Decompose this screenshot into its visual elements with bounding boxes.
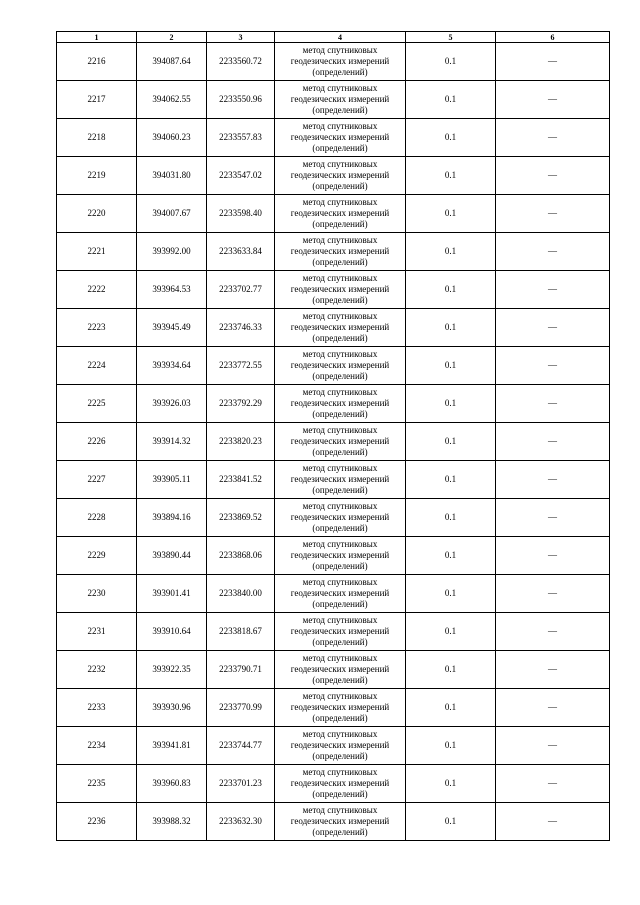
table-row (57, 347, 610, 385)
point-number-cell: 2231 (57, 613, 137, 651)
x-coordinate-cell: 393894.16 (137, 499, 207, 537)
method-line: (определений) (312, 447, 368, 457)
table-row (57, 803, 610, 841)
point-number-cell: 2232 (57, 651, 137, 689)
method-line: (определений) (312, 371, 368, 381)
method-cell (275, 157, 406, 195)
accuracy-cell: 0.1 (406, 689, 496, 727)
method-line: геодезических измерений (290, 246, 390, 256)
method-line: геодезических измерений (290, 778, 390, 788)
x-coordinate-cell: 393960.83 (137, 765, 207, 803)
point-number-cell: 2236 (57, 803, 137, 841)
point-number-cell: 2220 (57, 195, 137, 233)
method-line: метод спутниковых (302, 273, 378, 283)
method-cell (275, 43, 406, 81)
x-coordinate-cell: 393930.96 (137, 689, 207, 727)
table-row (57, 651, 610, 689)
method-cell (275, 119, 406, 157)
method-line: метод спутниковых (302, 577, 378, 587)
x-coordinate-cell: 393910.64 (137, 613, 207, 651)
method-cell (275, 727, 406, 765)
accuracy-cell: 0.1 (406, 385, 496, 423)
method-line: метод спутниковых (302, 729, 378, 739)
accuracy-cell: 0.1 (406, 81, 496, 119)
method-line: метод спутниковых (302, 805, 378, 815)
x-coordinate-cell: 394060.23 (137, 119, 207, 157)
table-row (57, 309, 610, 347)
note-cell: — (496, 81, 610, 119)
note-cell: — (496, 309, 610, 347)
header-row (57, 32, 610, 43)
point-number-cell: 2223 (57, 309, 137, 347)
method-line: (определений) (312, 181, 368, 191)
y-coordinate-cell: 2233868.06 (207, 537, 275, 575)
accuracy-cell: 0.1 (406, 233, 496, 271)
point-number-cell: 2234 (57, 727, 137, 765)
method-line: (определений) (312, 295, 368, 305)
method-line: (определений) (312, 561, 368, 571)
accuracy-cell: 0.1 (406, 803, 496, 841)
x-coordinate-cell: 393988.32 (137, 803, 207, 841)
x-coordinate-cell: 393992.00 (137, 233, 207, 271)
note-cell: — (496, 43, 610, 81)
accuracy-cell: 0.1 (406, 157, 496, 195)
point-number-cell: 2226 (57, 423, 137, 461)
point-number-cell: 2229 (57, 537, 137, 575)
method-line: метод спутниковых (302, 311, 378, 321)
method-line: геодезических измерений (290, 816, 390, 826)
table-row (57, 119, 610, 157)
method-line: (определений) (312, 789, 368, 799)
method-line: метод спутниковых (302, 235, 378, 245)
note-cell: — (496, 803, 610, 841)
x-coordinate-cell: 394031.80 (137, 157, 207, 195)
note-cell: — (496, 347, 610, 385)
method-line: метод спутниковых (302, 767, 378, 777)
point-number-cell: 2221 (57, 233, 137, 271)
x-coordinate-cell: 394087.64 (137, 43, 207, 81)
accuracy-cell: 0.1 (406, 43, 496, 81)
header-cell: 3 (207, 32, 275, 43)
point-number-cell: 2222 (57, 271, 137, 309)
point-number-cell: 2225 (57, 385, 137, 423)
point-number-cell: 2228 (57, 499, 137, 537)
note-cell: — (496, 385, 610, 423)
accuracy-cell: 0.1 (406, 423, 496, 461)
note-cell: — (496, 233, 610, 271)
method-line: метод спутниковых (302, 463, 378, 473)
y-coordinate-cell: 2233702.77 (207, 271, 275, 309)
note-cell: — (496, 613, 610, 651)
note-cell: — (496, 157, 610, 195)
note-cell: — (496, 689, 610, 727)
accuracy-cell: 0.1 (406, 575, 496, 613)
method-line: (определений) (312, 105, 368, 115)
coordinates-table (56, 31, 610, 841)
method-line: метод спутниковых (302, 501, 378, 511)
x-coordinate-cell: 394007.67 (137, 195, 207, 233)
method-line: метод спутниковых (302, 387, 378, 397)
accuracy-cell: 0.1 (406, 613, 496, 651)
y-coordinate-cell: 2233550.96 (207, 81, 275, 119)
point-number-cell: 2227 (57, 461, 137, 499)
header-cell: 5 (406, 32, 496, 43)
note-cell: — (496, 651, 610, 689)
method-line: (определений) (312, 257, 368, 267)
method-line: геодезических измерений (290, 398, 390, 408)
y-coordinate-cell: 2233633.84 (207, 233, 275, 271)
method-cell (275, 765, 406, 803)
method-line: (определений) (312, 485, 368, 495)
note-cell: — (496, 575, 610, 613)
accuracy-cell: 0.1 (406, 271, 496, 309)
note-cell: — (496, 537, 610, 575)
table-row (57, 233, 610, 271)
y-coordinate-cell: 2233772.55 (207, 347, 275, 385)
accuracy-cell: 0.1 (406, 309, 496, 347)
method-cell (275, 385, 406, 423)
x-coordinate-cell: 393901.41 (137, 575, 207, 613)
method-cell (275, 195, 406, 233)
note-cell: — (496, 271, 610, 309)
table-row (57, 537, 610, 575)
method-line: геодезических измерений (290, 208, 390, 218)
header-cell: 4 (275, 32, 406, 43)
method-cell (275, 613, 406, 651)
note-cell: — (496, 423, 610, 461)
method-cell (275, 309, 406, 347)
point-number-cell: 2218 (57, 119, 137, 157)
table-row (57, 423, 610, 461)
method-line: геодезических измерений (290, 170, 390, 180)
table-row (57, 765, 610, 803)
method-line: (определений) (312, 751, 368, 761)
method-line: (определений) (312, 827, 368, 837)
point-number-cell: 2219 (57, 157, 137, 195)
accuracy-cell: 0.1 (406, 119, 496, 157)
y-coordinate-cell: 2233841.52 (207, 461, 275, 499)
table-row (57, 157, 610, 195)
accuracy-cell: 0.1 (406, 765, 496, 803)
method-line: метод спутниковых (302, 159, 378, 169)
method-line: геодезических измерений (290, 322, 390, 332)
method-cell (275, 499, 406, 537)
table-row (57, 43, 610, 81)
method-cell (275, 537, 406, 575)
point-number-cell: 2217 (57, 81, 137, 119)
y-coordinate-cell: 2233820.23 (207, 423, 275, 461)
method-cell (275, 689, 406, 727)
accuracy-cell: 0.1 (406, 461, 496, 499)
note-cell: — (496, 119, 610, 157)
method-line: (определений) (312, 409, 368, 419)
y-coordinate-cell: 2233818.67 (207, 613, 275, 651)
note-cell: — (496, 499, 610, 537)
method-line: геодезических измерений (290, 94, 390, 104)
note-cell: — (496, 727, 610, 765)
accuracy-cell: 0.1 (406, 537, 496, 575)
table-row (57, 499, 610, 537)
method-cell (275, 575, 406, 613)
method-line: метод спутниковых (302, 349, 378, 359)
method-cell (275, 461, 406, 499)
method-line: геодезических измерений (290, 550, 390, 560)
method-line: геодезических измерений (290, 664, 390, 674)
method-line: метод спутниковых (302, 197, 378, 207)
x-coordinate-cell: 393926.03 (137, 385, 207, 423)
method-line: геодезических измерений (290, 360, 390, 370)
method-line: геодезических измерений (290, 588, 390, 598)
x-coordinate-cell: 393905.11 (137, 461, 207, 499)
note-cell: — (496, 461, 610, 499)
table-row (57, 461, 610, 499)
method-line: (определений) (312, 219, 368, 229)
y-coordinate-cell: 2233869.52 (207, 499, 275, 537)
accuracy-cell: 0.1 (406, 651, 496, 689)
y-coordinate-cell: 2233632.30 (207, 803, 275, 841)
note-cell: — (496, 195, 610, 233)
method-line: (определений) (312, 599, 368, 609)
x-coordinate-cell: 393964.53 (137, 271, 207, 309)
method-cell (275, 651, 406, 689)
y-coordinate-cell: 2233792.29 (207, 385, 275, 423)
note-cell: — (496, 765, 610, 803)
method-line: метод спутниковых (302, 615, 378, 625)
method-line: геодезических измерений (290, 132, 390, 142)
table-body (57, 43, 610, 841)
point-number-cell: 2230 (57, 575, 137, 613)
table-row (57, 613, 610, 651)
table-row (57, 385, 610, 423)
y-coordinate-cell: 2233560.72 (207, 43, 275, 81)
method-line: метод спутниковых (302, 539, 378, 549)
y-coordinate-cell: 2233557.83 (207, 119, 275, 157)
table-row (57, 575, 610, 613)
header-cell: 1 (57, 32, 137, 43)
method-line: (определений) (312, 523, 368, 533)
method-line: метод спутниковых (302, 425, 378, 435)
table-row (57, 727, 610, 765)
y-coordinate-cell: 2233770.99 (207, 689, 275, 727)
method-line: метод спутниковых (302, 45, 378, 55)
x-coordinate-cell: 393922.35 (137, 651, 207, 689)
x-coordinate-cell: 393934.64 (137, 347, 207, 385)
accuracy-cell: 0.1 (406, 347, 496, 385)
point-number-cell: 2235 (57, 765, 137, 803)
method-line: геодезических измерений (290, 436, 390, 446)
method-cell (275, 803, 406, 841)
table-row (57, 195, 610, 233)
x-coordinate-cell: 393890.44 (137, 537, 207, 575)
header-cell: 2 (137, 32, 207, 43)
table-row (57, 81, 610, 119)
accuracy-cell: 0.1 (406, 499, 496, 537)
y-coordinate-cell: 2233746.33 (207, 309, 275, 347)
y-coordinate-cell: 2233790.71 (207, 651, 275, 689)
point-number-cell: 2216 (57, 43, 137, 81)
x-coordinate-cell: 393945.49 (137, 309, 207, 347)
x-coordinate-cell: 393941.81 (137, 727, 207, 765)
method-line: метод спутниковых (302, 653, 378, 663)
method-cell (275, 271, 406, 309)
method-line: (определений) (312, 333, 368, 343)
accuracy-cell: 0.1 (406, 195, 496, 233)
x-coordinate-cell: 393914.32 (137, 423, 207, 461)
method-cell (275, 233, 406, 271)
method-line: геодезических измерений (290, 702, 390, 712)
method-cell (275, 81, 406, 119)
method-line: (определений) (312, 675, 368, 685)
point-number-cell: 2224 (57, 347, 137, 385)
method-line: (определений) (312, 713, 368, 723)
method-line: (определений) (312, 143, 368, 153)
table-row (57, 689, 610, 727)
accuracy-cell: 0.1 (406, 727, 496, 765)
y-coordinate-cell: 2233701.23 (207, 765, 275, 803)
table-row (57, 271, 610, 309)
method-line: метод спутниковых (302, 691, 378, 701)
method-cell (275, 423, 406, 461)
method-line: метод спутниковых (302, 121, 378, 131)
method-line: геодезических измерений (290, 740, 390, 750)
method-line: геодезических измерений (290, 512, 390, 522)
method-line: геодезических измерений (290, 474, 390, 484)
y-coordinate-cell: 2233547.02 (207, 157, 275, 195)
method-line: геодезических измерений (290, 284, 390, 294)
x-coordinate-cell: 394062.55 (137, 81, 207, 119)
point-number-cell: 2233 (57, 689, 137, 727)
y-coordinate-cell: 2233744.77 (207, 727, 275, 765)
header-cell: 6 (496, 32, 610, 43)
method-line: геодезических измерений (290, 56, 390, 66)
method-line: (определений) (312, 637, 368, 647)
y-coordinate-cell: 2233840.00 (207, 575, 275, 613)
method-line: геодезических измерений (290, 626, 390, 636)
y-coordinate-cell: 2233598.40 (207, 195, 275, 233)
method-line: метод спутниковых (302, 83, 378, 93)
method-line: (определений) (312, 67, 368, 77)
method-cell (275, 347, 406, 385)
